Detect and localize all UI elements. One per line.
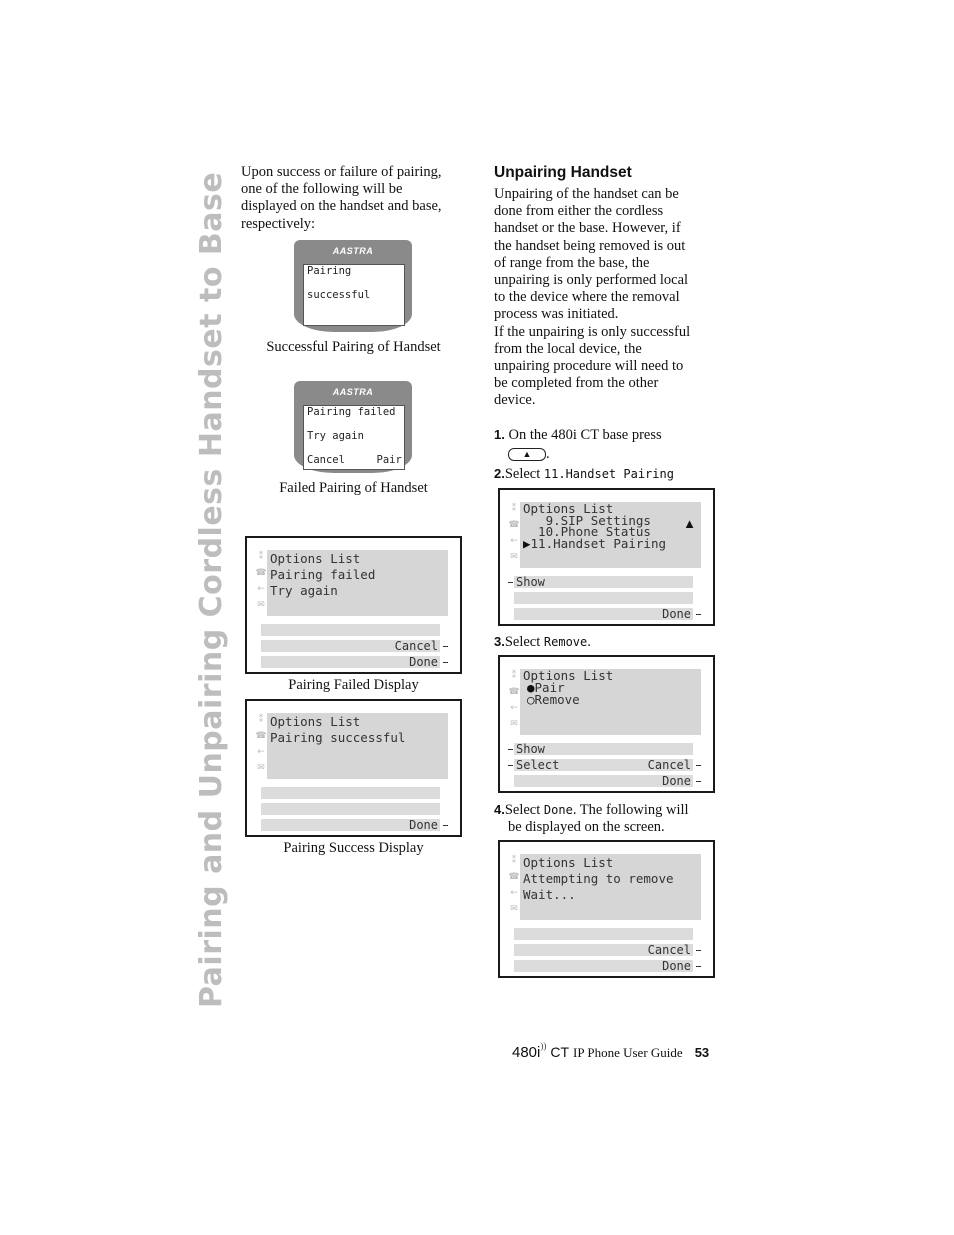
caption-display-failed: Pairing Failed Display (288, 677, 419, 693)
lcd-line: Pairing failed (270, 567, 376, 582)
page-number: 53 (694, 1045, 710, 1060)
lcd-area (520, 502, 701, 568)
caption-display-success: Pairing Success Display (283, 840, 424, 856)
icon: ⁑ (511, 671, 517, 681)
radio-option-remove[interactable] (527, 694, 580, 706)
show-softkey[interactable]: Show (516, 575, 545, 589)
base-display-removing (498, 840, 715, 978)
softkey-bar (514, 608, 693, 620)
para-line: from the local device, the (494, 340, 642, 357)
lcd-line: Pairing successful (270, 730, 406, 745)
para-line: process was initiated. (494, 306, 619, 323)
step-text: Select (504, 802, 544, 818)
lcd-line: Options List (523, 501, 614, 516)
icon: ☎ (255, 568, 267, 578)
caption-success: Successful Pairing of Handset (266, 339, 441, 355)
lcd-line: 10.Phone Status (523, 524, 651, 539)
scroll-up-icon[interactable]: ▲ (683, 516, 696, 531)
step-number: 2. (494, 466, 505, 481)
lcd-line: 9.SIP Settings (523, 513, 651, 528)
intro-line: Upon success or failure of pairing, (241, 164, 442, 180)
icon: ⁑ (258, 715, 264, 725)
para-line: unpairing is only performed local (494, 272, 689, 289)
icon: ⁑ (511, 856, 517, 866)
page-footer (512, 1041, 710, 1062)
handset-line: Pairing (307, 265, 352, 277)
radio-unselected-icon: ○ (527, 692, 535, 707)
side-title: Pairing and Unpairing Cordless Handset to Base (194, 171, 229, 1008)
step-code: Remove (543, 635, 588, 649)
lcd-line: Options List (523, 668, 614, 683)
softkey-bar (514, 743, 693, 755)
para-line: done from either the cordless (494, 203, 664, 220)
icon: ← (510, 536, 518, 546)
softkey-bar (261, 803, 440, 815)
para-line: the handset being removed is out (494, 237, 686, 254)
cancel-softkey[interactable]: Cancel (647, 943, 691, 957)
unpairing-paragraph (494, 186, 719, 410)
icon: ☎ (255, 731, 267, 741)
done-softkey[interactable]: Done (409, 655, 438, 669)
step-text: On the 480i CT base press (508, 427, 662, 443)
para-line: unpairing procedure will need to (494, 358, 684, 375)
selection-arrow-icon: ▶ (523, 536, 531, 551)
para-line: device. (494, 392, 536, 409)
icon: ← (510, 703, 518, 713)
base-display-success (245, 699, 462, 837)
softkey-bar (514, 775, 693, 787)
para-line: handset or the base. However, if (494, 220, 681, 237)
step-code: Done (543, 803, 573, 817)
softkey-bar (514, 759, 693, 771)
cancel-softkey[interactable]: Cancel (394, 639, 438, 653)
option-label: Remove (534, 692, 580, 707)
step-2 (494, 465, 674, 483)
section-heading: Unpairing Handset (494, 164, 632, 181)
softkey-bar (261, 787, 440, 799)
lcd-line-text: 11.Handset Pairing (530, 536, 666, 551)
footer-model: 480i (512, 1044, 541, 1061)
para-line: to the device where the removal (494, 289, 680, 306)
lcd-area (520, 669, 701, 735)
step-text-line2: be displayed on the screen. (508, 819, 665, 836)
step-number: 4. (494, 802, 505, 817)
softkey-bar (261, 640, 440, 652)
handset-failed-graphic (294, 381, 412, 473)
para-line: If the unpairing is only successful (494, 323, 691, 340)
step-number: 1. (494, 427, 505, 442)
lcd-line: Options List (523, 855, 614, 870)
lcd-line (523, 538, 666, 549)
intro-line: respectively: (241, 215, 316, 232)
aastra-logo: AASTRA (332, 387, 374, 397)
softkey-bar (261, 819, 440, 831)
para-line: of range from the base, the (494, 254, 650, 271)
lcd-line: Options List (270, 714, 361, 729)
softkey-bar (261, 624, 440, 636)
lcd-area (267, 713, 448, 779)
lcd-line: Attempting to remove (523, 871, 674, 886)
caption-failed: Failed Pairing of Handset (279, 480, 428, 496)
step-number: 3. (494, 634, 505, 649)
handset-line: Pairing failed (307, 406, 396, 418)
softkey-bar (514, 928, 693, 940)
softkey-bar (514, 576, 693, 588)
options-key-icon[interactable]: ▲ (508, 448, 546, 461)
step-text-after: . The following will (572, 802, 689, 818)
step-1 (494, 426, 719, 463)
done-softkey[interactable]: Done (409, 818, 438, 832)
icon: ← (510, 888, 518, 898)
handset-line: Cancel Pair (307, 454, 402, 466)
handset-success-graphic (294, 240, 412, 332)
softkey-bar (514, 960, 693, 972)
icon: ← (257, 584, 265, 594)
base-display-options (498, 488, 715, 626)
cancel-softkey[interactable]: Cancel (647, 758, 691, 772)
icon: ☎ (508, 520, 520, 530)
handset-line: Try again (307, 430, 364, 442)
done-softkey[interactable]: Done (662, 959, 691, 973)
icon: ☎ (508, 872, 520, 882)
icon: ☎ (508, 687, 520, 697)
icon: ✉ (257, 600, 265, 610)
side-icons (508, 671, 520, 735)
side-icons (508, 856, 520, 920)
icon: ✉ (510, 904, 518, 914)
handset-screen (303, 405, 405, 470)
step-text-after: . (587, 634, 591, 650)
icon: ✉ (510, 552, 518, 562)
radio-selected-icon: ● (527, 680, 535, 695)
step-code: 11.Handset Pairing (543, 467, 674, 481)
side-icons (255, 715, 267, 779)
base-display-pair-remove (498, 655, 715, 793)
side-icons (255, 552, 267, 616)
done-softkey[interactable]: Done (662, 774, 691, 788)
option-label: Pair (534, 680, 565, 695)
lcd-line: Wait... (523, 887, 576, 902)
select-softkey[interactable]: Select (516, 758, 560, 772)
base-display-failed (245, 536, 462, 674)
icon: ← (257, 747, 265, 757)
step-text-after: . (546, 446, 550, 463)
step-3 (494, 633, 591, 651)
lcd-area (520, 854, 701, 920)
para-line: Unpairing of the handset can be (494, 186, 679, 202)
icon: ✉ (257, 763, 265, 773)
footer-guide: IP Phone User Guide (573, 1045, 683, 1060)
softkey-bar (514, 944, 693, 956)
intro-paragraph (241, 164, 471, 233)
handset-line: successful (307, 289, 371, 301)
side-icons (508, 504, 520, 568)
lcd-line: Try again (270, 583, 338, 598)
para-line: be completed from the other (494, 375, 659, 392)
step-4 (494, 801, 719, 836)
intro-line: displayed on the handset and base, (241, 198, 442, 215)
step-text: Select (504, 634, 544, 650)
show-softkey[interactable]: Show (516, 742, 545, 756)
done-softkey[interactable]: Done (662, 607, 691, 621)
icon: ⁑ (511, 504, 517, 514)
aastra-logo: AASTRA (332, 246, 374, 256)
icon: ✉ (510, 719, 518, 729)
footer-ct: CT (550, 1044, 570, 1060)
lcd-line: Options List (270, 551, 361, 566)
softkey-bar (514, 592, 693, 604)
step-text: Select (504, 466, 544, 482)
wireless-icon: )) (540, 1041, 547, 1051)
icon: ⁑ (258, 552, 264, 562)
lcd-area (267, 550, 448, 616)
softkey-bar (261, 656, 440, 668)
handset-screen (303, 264, 405, 326)
intro-line: one of the following will be (241, 181, 403, 198)
